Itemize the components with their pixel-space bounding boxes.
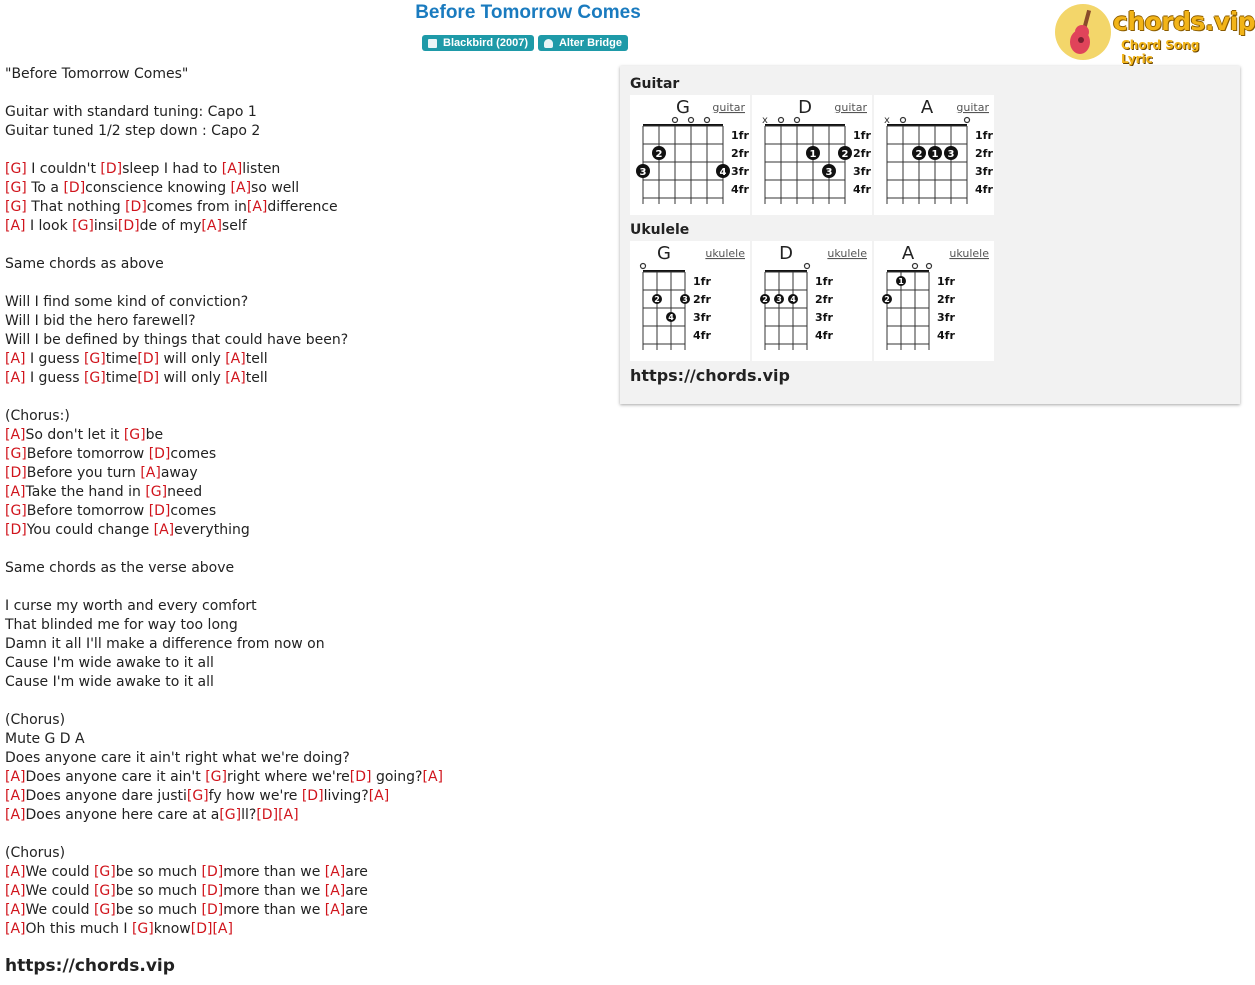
instrument-link: ukulele	[949, 247, 989, 260]
footer-url[interactable]: https://chords.vip	[5, 956, 175, 976]
lyric-text: living?	[323, 788, 369, 804]
chord-link[interactable]: [A]	[324, 864, 346, 880]
instrument-link: guitar	[834, 101, 867, 114]
lyric-line	[5, 179, 605, 198]
chord-link[interactable]: [A]	[368, 788, 390, 804]
artist-label: Alter Bridge	[558, 37, 622, 49]
lyric-text: Guitar with standard tuning: Capo 1	[5, 104, 257, 120]
fret-label: 2fr	[937, 293, 955, 306]
lyric-text: more than we	[223, 883, 325, 899]
lyric-text: Guitar tuned 1/2 step down : Capo 2	[5, 123, 261, 139]
lyric-text: time	[105, 370, 138, 386]
lyric-line	[5, 692, 605, 711]
chord-name: A	[901, 243, 915, 264]
chord-link[interactable]: [G]	[186, 788, 209, 804]
chord-link[interactable]: [A]	[5, 427, 26, 443]
finger-number: 3	[639, 167, 647, 178]
open-string-marker	[641, 264, 646, 269]
finger-number: 2	[884, 295, 890, 304]
chord-link[interactable]: [G]	[72, 218, 94, 234]
chord-name: D	[779, 243, 793, 264]
lyric-text: away	[160, 465, 198, 481]
lyric-text: Damn it all I'll make a difference from now on	[5, 636, 325, 652]
lyric-line	[5, 255, 605, 274]
chord-link[interactable]: [G]	[83, 351, 106, 367]
open-string-marker	[779, 118, 784, 123]
fret-label: 4fr	[937, 329, 955, 342]
chord-link[interactable]: [D]	[5, 465, 27, 481]
chord-diagram-ukulele-A[interactable]	[874, 241, 994, 361]
chord-link[interactable]: [G]	[93, 883, 116, 899]
lyric-text: Take the hand in	[25, 484, 146, 500]
instrument-link: ukulele	[827, 247, 867, 260]
finger-number: 3	[682, 295, 688, 304]
finger-number: 4	[719, 167, 727, 178]
lyric-text: know	[153, 921, 191, 937]
chord-link[interactable]: [D]	[201, 864, 224, 880]
lyric-line	[5, 559, 605, 578]
lyric-line	[5, 578, 605, 597]
lyric-text: Mute G D A	[5, 731, 85, 747]
chord-link[interactable]: [A]	[140, 465, 161, 481]
chord-diagrams-panel	[620, 66, 1240, 404]
lyric-text: be	[145, 427, 164, 443]
lyric-text: Oh this much I	[25, 921, 132, 937]
fret-label: 1fr	[937, 275, 955, 288]
fret-label: 1fr	[731, 129, 749, 142]
lyric-text: be so much	[115, 883, 202, 899]
open-string-marker	[795, 118, 800, 123]
lyric-text: de of my	[139, 218, 202, 234]
lyric-line	[5, 369, 605, 388]
chord-link[interactable]: [G]	[131, 921, 154, 937]
lyric-line	[5, 597, 605, 616]
ukulele-chord-cards	[630, 241, 994, 361]
lyric-text: Will I find some kind of conviction?	[5, 294, 249, 310]
instrument-link: guitar	[712, 101, 745, 114]
chord-diagram-svg	[874, 241, 994, 361]
fret-label: 1fr	[693, 275, 711, 288]
lyric-text: I couldn't	[26, 161, 101, 177]
lyric-line	[5, 312, 605, 331]
chord-link[interactable]: [A]	[278, 807, 299, 823]
lyric-text: Before tomorrow	[26, 503, 149, 519]
muted-string-marker: x	[762, 115, 768, 126]
lyric-text: Same chords as above	[5, 256, 164, 272]
lyric-line	[5, 331, 605, 350]
chord-link[interactable]: [A]	[246, 199, 268, 215]
lyric-line	[5, 730, 605, 749]
fret-label: 4fr	[731, 183, 749, 196]
lyric-text: Does anyone care it ain't right what we're doing?	[5, 750, 350, 766]
album-label: Blackbird (2007)	[443, 37, 528, 49]
lyric-line	[5, 787, 605, 806]
chord-link[interactable]: [A]	[225, 370, 246, 386]
lyric-line	[5, 502, 605, 521]
fret-label: 4fr	[853, 183, 871, 196]
lyric-text: You could change	[26, 522, 154, 538]
lyric-line	[5, 160, 605, 179]
finger-number: 1	[809, 149, 817, 160]
chord-link[interactable]: [A]	[212, 921, 233, 937]
lyric-line	[5, 863, 605, 882]
chord-diagram-ukulele-G[interactable]	[630, 241, 750, 361]
lyric-text: (Chorus)	[5, 712, 66, 728]
lyric-text: ll?	[241, 807, 257, 823]
lyric-text: I curse my worth and every comfort	[5, 598, 257, 614]
artist-icon	[544, 39, 553, 48]
chord-name: D	[798, 97, 812, 118]
chord-link[interactable]: [D]	[5, 522, 27, 538]
album-icon	[428, 39, 437, 48]
chord-diagram-svg	[630, 95, 750, 215]
finger-number: 2	[762, 295, 768, 304]
lyric-text: going?	[371, 769, 423, 785]
lyric-line	[5, 65, 605, 84]
lyric-line	[5, 749, 605, 768]
song-tags	[422, 35, 628, 51]
chord-link[interactable]: [A]	[221, 161, 243, 177]
fret-label: 1fr	[975, 129, 993, 142]
lyric-line	[5, 293, 605, 312]
fret-label: 2fr	[815, 293, 833, 306]
chord-link[interactable]: [G]	[93, 902, 116, 918]
lyric-text: are	[345, 883, 368, 899]
site-logo[interactable]	[1055, 4, 1255, 66]
lyric-line	[5, 768, 605, 787]
lyric-line	[5, 825, 605, 844]
guitar-chord-cards	[630, 95, 994, 215]
chord-link[interactable]: [A]	[324, 883, 346, 899]
chord-link[interactable]: [G]	[5, 503, 27, 519]
chord-name: G	[676, 97, 690, 118]
open-string-marker	[673, 118, 678, 123]
chord-link[interactable]: [A]	[5, 883, 26, 899]
lyric-line	[5, 654, 605, 673]
fret-label: 2fr	[731, 147, 749, 160]
lyric-line	[5, 521, 605, 540]
fret-label: 1fr	[853, 129, 871, 142]
fret-label: 3fr	[693, 311, 711, 324]
lyric-text: everything	[174, 522, 250, 538]
lyric-line	[5, 445, 605, 464]
lyric-text: Does anyone dare justi	[25, 788, 187, 804]
chord-link[interactable]: [A]	[5, 807, 26, 823]
fret-label: 4fr	[815, 329, 833, 342]
open-string-marker	[913, 264, 918, 269]
logo-tagline: Chord Song Lyric	[1121, 38, 1200, 66]
open-string-marker	[927, 264, 932, 269]
lyric-line	[5, 882, 605, 901]
lyric-text: be so much	[115, 902, 202, 918]
lyric-text: be so much	[115, 864, 202, 880]
finger-number: 3	[947, 149, 955, 160]
lyric-line	[5, 483, 605, 502]
lyric-line	[5, 198, 605, 217]
chord-link[interactable]: [D]	[256, 807, 279, 823]
chord-name: A	[920, 97, 934, 118]
chord-link[interactable]: [G]	[145, 484, 168, 500]
lyric-text: That blinded me for way too long	[5, 617, 238, 633]
lyric-text: insi	[93, 218, 118, 234]
lyric-text: I guess	[25, 370, 84, 386]
lyric-line	[5, 464, 605, 483]
lyric-line	[5, 84, 605, 103]
chord-link[interactable]: [G]	[219, 807, 242, 823]
chord-link[interactable]: [A]	[225, 351, 246, 367]
finger-number: 4	[668, 313, 674, 322]
chord-link[interactable]: [A]	[153, 522, 175, 538]
album-tag[interactable]	[422, 35, 534, 51]
lyric-text: conscience knowing	[85, 180, 231, 196]
open-string-marker	[805, 264, 810, 269]
lyric-text: fy how we're	[208, 788, 302, 804]
chord-link[interactable]: [A]	[201, 218, 222, 234]
lyric-text: Before tomorrow	[26, 446, 149, 462]
guitar-section-title: Guitar	[630, 76, 680, 92]
chord-link[interactable]: [A]	[5, 788, 26, 804]
fret-label: 2fr	[693, 293, 711, 306]
chord-link[interactable]: [G]	[5, 199, 27, 215]
chord-link[interactable]: [D]	[100, 161, 123, 177]
open-string-marker	[689, 118, 694, 123]
chord-diagram-svg	[630, 241, 750, 361]
chord-link[interactable]: [D]	[117, 218, 140, 234]
lyric-text: That nothing	[26, 199, 126, 215]
lyric-text: tell	[245, 370, 268, 386]
chord-link[interactable]: [D]	[349, 769, 372, 785]
chord-name: G	[657, 243, 671, 264]
lyric-text: tell	[245, 351, 268, 367]
lyric-text: time	[105, 351, 138, 367]
chord-link[interactable]: [A]	[5, 769, 26, 785]
chord-link[interactable]: [D]	[201, 883, 224, 899]
chord-link[interactable]: [A]	[5, 218, 26, 234]
lyric-line	[5, 540, 605, 559]
fret-label: 4fr	[975, 183, 993, 196]
lyric-line	[5, 844, 605, 863]
chord-diagram-guitar-D[interactable]	[752, 95, 872, 215]
chord-link[interactable]: [G]	[5, 180, 27, 196]
finger-number: 3	[776, 295, 782, 304]
chord-link[interactable]: [D]	[148, 446, 171, 462]
logo-name: chords.vip	[1113, 7, 1255, 36]
lyric-text: more than we	[223, 902, 325, 918]
lyric-text: comes	[170, 503, 217, 519]
lyric-line	[5, 806, 605, 825]
lyric-text: "Before Tomorrow Comes"	[5, 66, 189, 82]
finger-number: 2	[655, 149, 663, 160]
fret-label: 3fr	[815, 311, 833, 324]
lyric-text: (Chorus:)	[5, 408, 70, 424]
lyric-text: comes from in	[146, 199, 247, 215]
lyric-text: Cause I'm wide awake to it all	[5, 655, 214, 671]
finger-number: 2	[654, 295, 660, 304]
lyric-line	[5, 635, 605, 654]
lyric-text: Does anyone here care at a	[25, 807, 220, 823]
lyric-text: need	[167, 484, 203, 500]
chord-link[interactable]: [A]	[5, 902, 26, 918]
chord-link[interactable]: [A]	[324, 902, 346, 918]
lyric-text: self	[221, 218, 247, 234]
finger-number: 4	[790, 295, 796, 304]
finger-number: 3	[825, 167, 833, 178]
ukulele-section-title: Ukulele	[630, 222, 690, 238]
lyric-line	[5, 388, 605, 407]
lyric-line	[5, 616, 605, 635]
chord-link[interactable]: [A]	[5, 921, 26, 937]
lyric-text: will only	[159, 351, 226, 367]
lyric-text: To a	[26, 180, 64, 196]
chord-link[interactable]: [D]	[148, 503, 171, 519]
chord-diagram-guitar-G[interactable]	[630, 95, 750, 215]
chord-link[interactable]: [G]	[93, 864, 116, 880]
lyric-text: I guess	[25, 351, 84, 367]
lyric-line	[5, 274, 605, 293]
finger-number: 1	[931, 149, 939, 160]
instrument-link: ukulele	[705, 247, 745, 260]
chord-link[interactable]: [A]	[5, 370, 26, 386]
lyric-line	[5, 407, 605, 426]
lyric-text: Same chords as the verse above	[5, 560, 235, 576]
chord-link[interactable]: [A]	[5, 351, 26, 367]
lyric-text: listen	[242, 161, 281, 177]
fret-label: 3fr	[853, 165, 871, 178]
lyric-line	[5, 920, 605, 939]
lyric-line	[5, 711, 605, 730]
song-title: Before Tomorrow Comes	[415, 2, 641, 23]
muted-string-marker: x	[884, 115, 890, 126]
lyric-line	[5, 236, 605, 255]
lyric-text: are	[345, 864, 368, 880]
lyric-text: Will I be defined by things that could have been?	[5, 332, 349, 348]
chord-link[interactable]: [D]	[201, 902, 224, 918]
lyric-text: comes	[170, 446, 217, 462]
chord-link[interactable]: [G]	[5, 161, 27, 177]
chord-link[interactable]: [G]	[5, 446, 27, 462]
finger-number: 2	[915, 149, 923, 160]
lyric-text: We could	[25, 902, 94, 918]
lyric-text: are	[345, 902, 368, 918]
lyric-text: so well	[251, 180, 300, 196]
chord-link[interactable]: [D]	[137, 351, 160, 367]
chord-link[interactable]: [D]	[125, 199, 147, 215]
lyric-text: more than we	[223, 864, 325, 880]
fret-label: 3fr	[937, 311, 955, 324]
chord-diagram-ukulele-D[interactable]	[752, 241, 872, 361]
chord-link[interactable]: [D]	[301, 788, 324, 804]
chord-link[interactable]: [A]	[230, 180, 252, 196]
lyric-line	[5, 901, 605, 920]
fret-label: 2fr	[853, 147, 871, 160]
chord-diagram-svg	[752, 95, 872, 215]
lyric-text: Will I bid the hero farewell?	[5, 313, 196, 329]
lyric-line	[5, 350, 605, 369]
chord-link[interactable]: [D]	[190, 921, 213, 937]
finger-number: 2	[841, 149, 849, 160]
lyric-text: Cause I'm wide awake to it all	[5, 674, 214, 690]
lyric-text: Before you turn	[26, 465, 141, 481]
lyric-text: Does anyone care it ain't	[25, 769, 206, 785]
finger-number: 1	[898, 277, 904, 286]
chord-link[interactable]: [D]	[63, 180, 86, 196]
open-string-marker	[901, 118, 906, 123]
lyric-line	[5, 217, 605, 236]
chord-link[interactable]: [D]	[137, 370, 160, 386]
lyric-line	[5, 426, 605, 445]
fret-label: 2fr	[975, 147, 993, 160]
lyric-text: difference	[267, 199, 338, 215]
lyric-text: I look	[25, 218, 73, 234]
lyric-text: So don't let it	[25, 427, 124, 443]
chord-link[interactable]: [G]	[83, 370, 106, 386]
panel-url[interactable]: https://chords.vip	[630, 366, 790, 385]
chord-link[interactable]: [G]	[205, 769, 227, 785]
fret-label: 4fr	[693, 329, 711, 342]
lyric-line	[5, 122, 605, 141]
chord-diagram-svg	[752, 241, 872, 361]
chord-diagram-guitar-A[interactable]	[874, 95, 994, 215]
chord-link[interactable]: [G]	[123, 427, 146, 443]
lyric-line	[5, 103, 605, 122]
open-string-marker	[705, 118, 710, 123]
guitar-icon	[1055, 4, 1111, 60]
lyric-text: (Chorus)	[5, 845, 66, 861]
lyric-line	[5, 141, 605, 160]
instrument-link: guitar	[956, 101, 989, 114]
lyric-text: will only	[159, 370, 226, 386]
chord-link[interactable]: [A]	[5, 484, 26, 500]
open-string-marker	[965, 118, 970, 123]
fret-label: 1fr	[815, 275, 833, 288]
artist-tag[interactable]	[538, 35, 628, 51]
lyric-text: We could	[25, 883, 94, 899]
lyrics-body	[5, 65, 605, 939]
fret-label: 3fr	[975, 165, 993, 178]
lyric-text: We could	[25, 864, 94, 880]
lyric-text: sleep I had to	[122, 161, 222, 177]
lyric-text: right where we're	[227, 769, 350, 785]
chord-diagram-svg	[874, 95, 994, 215]
fret-label: 3fr	[731, 165, 749, 178]
chord-link[interactable]: [A]	[5, 864, 26, 880]
lyric-line	[5, 673, 605, 692]
chord-link[interactable]: [A]	[422, 769, 443, 785]
